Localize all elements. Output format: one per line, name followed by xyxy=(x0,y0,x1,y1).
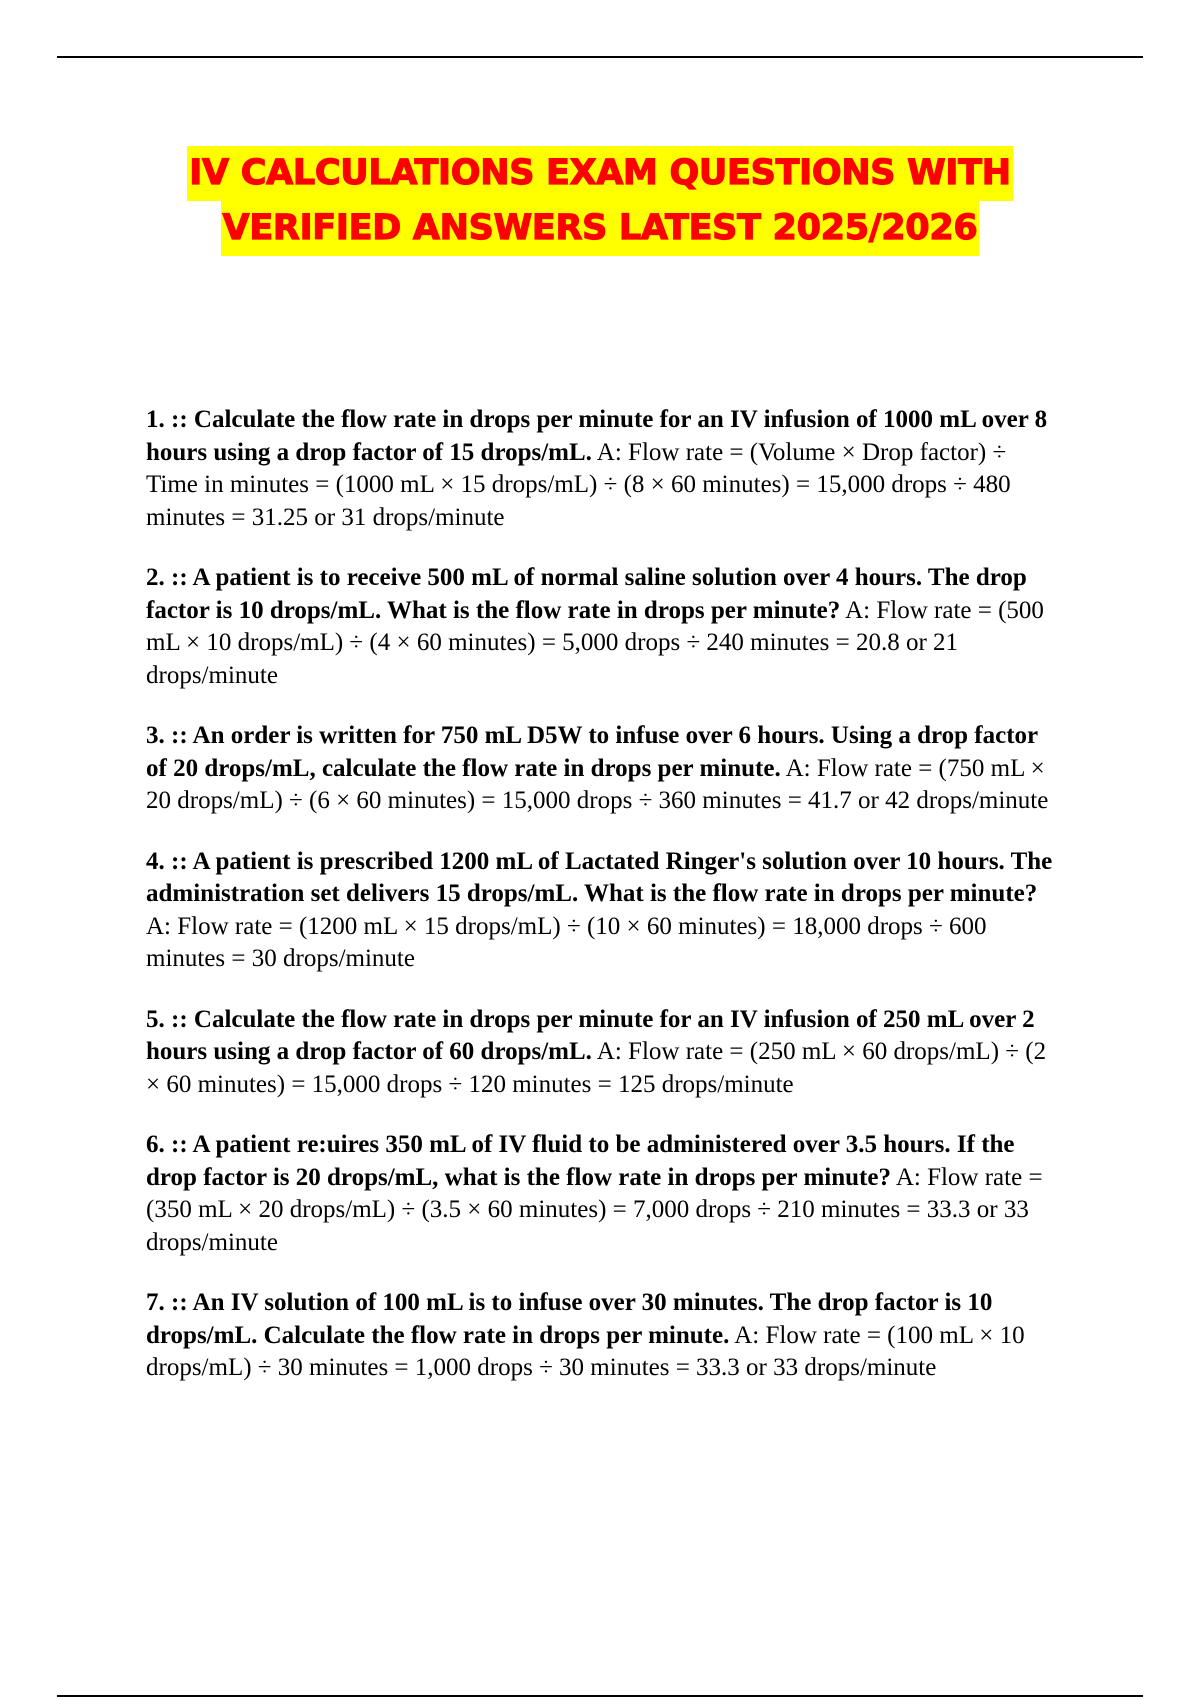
question-item-6 xyxy=(146,1129,1058,1259)
question-text: 4. :: A patient is prescribed 1200 mL of Lactated Ringer's solution over 10 hours. The administration set delivers 15 drops/mL. What is the flow rate in drops per minute? xyxy=(146,847,1053,907)
header-rule xyxy=(57,56,1143,58)
answer-text: A: Flow rate = (750 mL × 20 drops/mL) ÷ (6 × 60 minutes) = 15,000 drops ÷ 360 minutes = 41.7 or 42 drops/minute xyxy=(146,754,1049,814)
answer-text: A: Flow rate = (1200 mL × 15 drops/mL) ÷ (10 × 60 minutes) = 18,000 drops ÷ 600 minutes = 30 drops/minute xyxy=(146,912,987,972)
answer-text: A: Flow rate = (100 mL × 10 drops/mL) ÷ 30 minutes = 1,000 drops ÷ 30 minutes = 33.3 or 33 drops/minute xyxy=(146,1321,1025,1381)
question-text: 7. :: An IV solution of 100 mL is to infuse over 30 minutes. The drop factor is 10 drops/mL. Calculate the flow rate in drops per minute. xyxy=(146,1289,993,1349)
answer-text: A: Flow rate = (500 mL × 10 drops/mL) ÷ (4 × 60 minutes) = 5,000 drops ÷ 240 minutes = 20.8 or 21 drops/minute xyxy=(146,596,1044,689)
question-item-7 xyxy=(146,1287,1058,1385)
title-line-2: VERIFIED ANSWERS LATEST 2025/2026 xyxy=(221,201,980,256)
question-item-2 xyxy=(146,562,1058,692)
question-text: 6. :: A patient re:uires 350 mL of IV fluid to be administered over 3.5 hours. If the drop factor is 20 drops/mL, what is the flow rate in drops per minute? xyxy=(146,1131,1015,1191)
title-line-1: IV CALCULATIONS EXAM QUESTIONS WITH xyxy=(187,146,1012,201)
question-text: 3. :: An order is written for 750 mL D5W to infuse over 6 hours. Using a drop factor of 20 drops/mL, calculate the flow rate in drops per minute. xyxy=(146,722,1038,782)
question-item-1 xyxy=(146,404,1058,534)
question-text: 2. :: A patient is to receive 500 mL of normal saline solution over 4 hours. The drop factor is 10 drops/mL. What is the flow rate in drops per minute? xyxy=(146,564,1027,624)
question-item-3 xyxy=(146,720,1058,818)
question-text: 5. :: Calculate the flow rate in drops per minute for an IV infusion of 250 mL over 2 hours using a drop factor of 60 drops/mL. xyxy=(146,1005,1035,1065)
question-item-5 xyxy=(146,1004,1058,1102)
question-list xyxy=(146,404,1058,1413)
question-item-4 xyxy=(146,846,1058,976)
answer-text: A: Flow rate = (350 mL × 20 drops/mL) ÷ (3.5 × 60 minutes) = 7,000 drops ÷ 210 minutes = 33.3 or 33 drops/minute xyxy=(146,1163,1043,1256)
answer-text: A: Flow rate = (Volume × Drop factor) ÷ Time in minutes = (1000 mL × 15 drops/mL) ÷ (8 × 60 minutes) = 15,000 drops ÷ 480 minutes = 31.25 or 31 drops/minute xyxy=(146,438,1011,531)
document-title xyxy=(0,146,1200,256)
answer-text: A: Flow rate = (250 mL × 60 drops/mL) ÷ (2 × 60 minutes) = 15,000 drops ÷ 120 minutes = 125 drops/minute xyxy=(146,1038,1047,1098)
footer-rule xyxy=(57,1695,1143,1697)
question-text: 1. :: Calculate the flow rate in drops per minute for an IV infusion of 1000 mL over 8 hours using a drop factor of 15 drops/mL. xyxy=(146,406,1048,466)
